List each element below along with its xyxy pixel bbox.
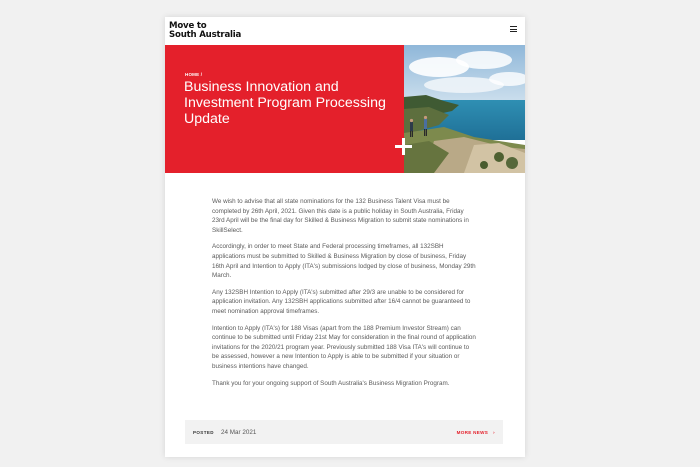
hero-coastal-photo <box>404 45 525 173</box>
site-header <box>165 17 525 45</box>
coastal-landscape-image <box>404 45 525 173</box>
logo-line-2: South Australia <box>169 29 242 40</box>
more-news-label: MORE NEWS <box>456 429 489 435</box>
more-news-link[interactable] <box>457 430 495 435</box>
post-meta-bar <box>185 420 503 444</box>
news-page <box>165 17 525 457</box>
posted-label: POSTED <box>193 430 214 435</box>
article-paragraph: We wish to advise that all state nominations for the 132 Business Talent Visa must be completed by 26th April, 2021. Given this date is a public holiday in South Australia, Friday 23rd April will be the final day for Skilled & Business Migration to submit state nominations in SkillSelect. <box>212 198 469 234</box>
plus-icon <box>395 138 412 155</box>
page-title: Business Innovation and Investment Program Processing Update <box>184 79 386 127</box>
chevron-right-icon: › <box>493 429 495 435</box>
breadcrumb[interactable]: HOME / <box>185 72 203 77</box>
logo-line-1: Move to <box>169 21 207 31</box>
article-paragraph: Thank you for your ongoing support of South Australia's Business Migration Program. <box>212 379 450 387</box>
article-paragraph: Intention to Apply (ITA's) for 188 Visas (apart from the 188 Premium Investor Stream) can continue to be submitted until Friday 21st May for consideration in the final round of application invitations for the 2020/21 program year. Previously submitted 188 Visa ITA's will continue to be assessed, however a new Intention to Apply is able to be submitted if your situation or business intentions have changed. <box>212 324 476 370</box>
posted-date: 24 Mar 2021 <box>221 428 257 436</box>
article-paragraph: Accordingly, in order to meet State and Federal processing timeframes, all 132SBH applications must be submitted to Skilled & Business Migration by close of business, Friday 16th April and Intention to Apply (ITA's) submissions lodged by close of business, Monday 29th March. <box>212 243 476 280</box>
hamburger-menu-icon[interactable] <box>510 26 517 32</box>
article-paragraph: Any 132SBH Intention to Apply (ITA's) submitted after 29/3 are unable to be considered for application invitation. Any 132SBH applications submitted after 16/4 cannot be guaranteed to meet nomination approval timeframes. <box>212 288 471 315</box>
article-body <box>212 197 477 395</box>
site-logo[interactable] <box>169 22 241 39</box>
